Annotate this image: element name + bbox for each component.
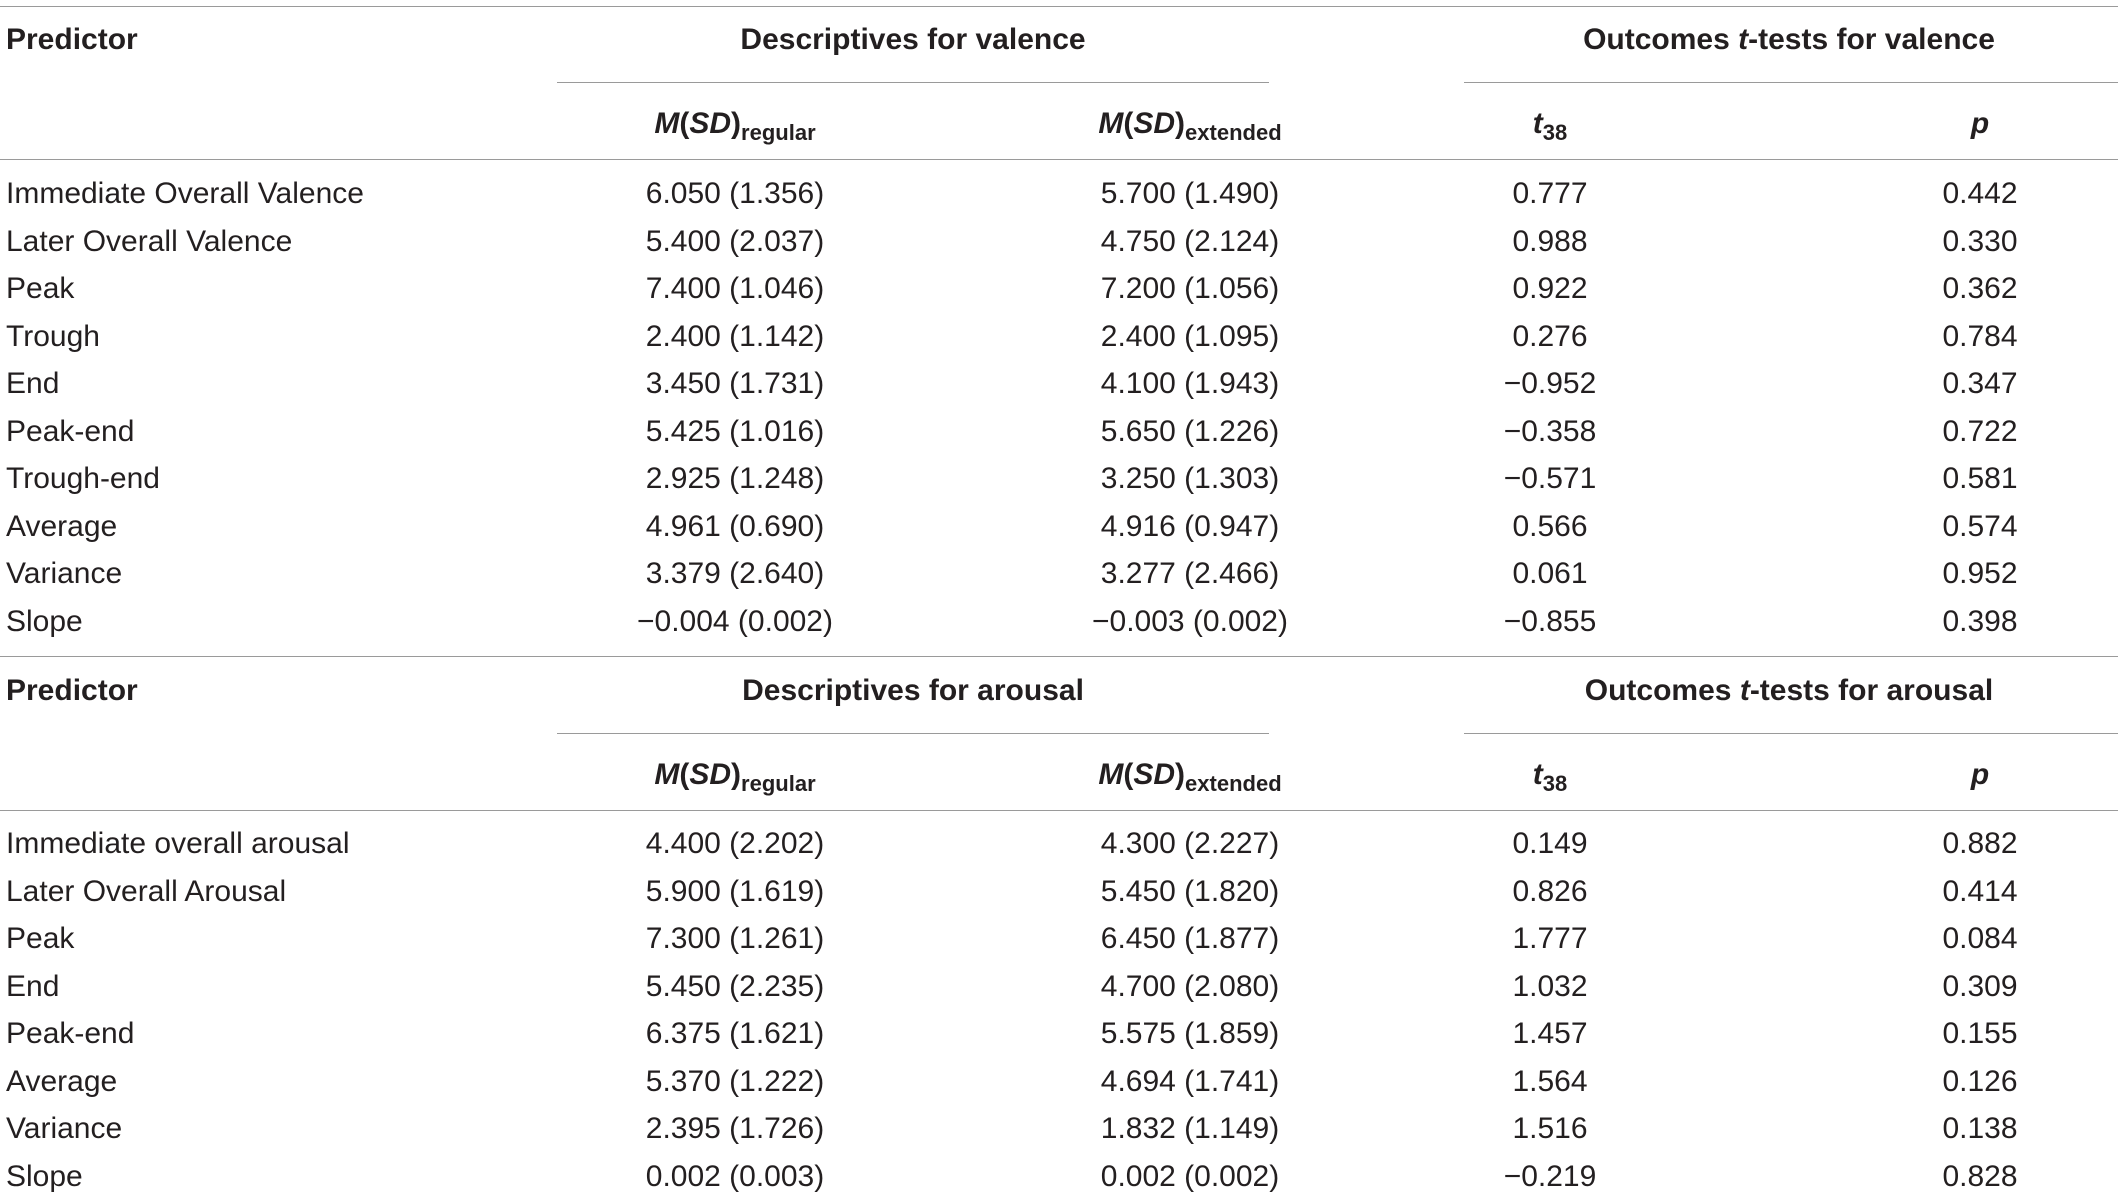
predictor-cell: Trough-end [6,462,160,495]
predictor-cell: Later Overall Valence [6,224,293,258]
extended-cell: 4.694 (1.741) [1100,1064,1280,1098]
extended-cell: 4.916 (0.947) [1100,509,1280,543]
col-extended-header-arousal: $M(SD)_{extended}$ [1098,758,1282,796]
t-value-cell: 1.777 [1512,922,1588,955]
predictor-cell: Slope [6,1159,83,1193]
regular-cell: 7.400 (1.046) [645,272,825,305]
t-value-cell: 0.922 [1512,272,1588,305]
regular-cell: 3.379 (2.640) [645,557,825,590]
regular-cell: 5.370 (1.222) [645,1064,825,1098]
p-value-cell: 0.722 [1942,414,2018,448]
t-value-cell: 0.988 [1512,224,1588,258]
predictor-cell: Average [6,1064,118,1098]
col-t-header-arousal: $t_{38}$ [1532,758,1568,796]
regular-cell: 4.961 (0.690) [645,509,825,543]
regular-cell: 5.900 (1.619) [645,874,825,908]
extended-cell: 5.650 (1.226) [1100,414,1280,448]
ttest-header-valence: Outcomes t-tests for valence [1583,23,1995,56]
predictor-cell: Peak-end [6,414,135,448]
t-value-cell: −0.855 [1503,604,1597,638]
t-value-cell: 1.564 [1512,1064,1588,1098]
extended-cell: 0.002 (0.002) [1100,1159,1280,1193]
regular-cell: 2.925 (1.248) [645,462,825,495]
predictor-cell: End [6,367,60,400]
p-value-cell: 0.309 [1942,969,2018,1003]
extended-cell: 5.700 (1.490) [1100,177,1280,210]
t-value-cell: 1.457 [1512,1017,1588,1050]
p-value-cell: 0.574 [1942,509,2018,543]
regular-cell: 5.450 (2.235) [645,969,825,1003]
regular-cell: 2.395 (1.726) [645,1112,825,1145]
p-value-cell: 0.882 [1942,827,2018,860]
predictor-cell: Trough [6,319,100,353]
top-rule [0,6,2118,7]
predictor-cell: Immediate overall arousal [6,827,350,860]
t-value-cell: 0.777 [1512,177,1588,210]
regular-cell: −0.004 (0.002) [637,604,833,638]
regular-cell: 6.375 (1.621) [645,1017,825,1050]
header-rule-valence [0,159,2118,160]
predictor-cell: Variance [6,557,123,590]
extended-cell: 2.400 (1.095) [1100,319,1280,353]
t-value-cell: −0.358 [1503,414,1597,448]
regular-cell: 0.002 (0.003) [645,1159,825,1193]
descriptives-header-arousal: Descriptives for arousal [742,674,1084,707]
predictor-cell: Peak-end [6,1017,135,1050]
regular-cell: 5.425 (1.016) [645,414,825,448]
t-value-cell: −0.571 [1503,462,1597,495]
col-regular-header-valence: $M(SD)_{regular}$ [654,107,816,145]
ttest-header-arousal: Outcomes t-tests for arousal [1584,674,1994,707]
p-value-cell: 0.084 [1942,922,2018,955]
p-value-cell: 0.347 [1942,367,2018,400]
predictor-cell: Immediate Overall Valence [6,177,364,210]
predictor-cell: Average [6,509,118,543]
p-value-cell: 0.398 [1942,604,2018,638]
t-value-cell: −0.219 [1503,1159,1597,1193]
extended-cell: 6.450 (1.877) [1100,922,1280,955]
regular-cell: 6.050 (1.356) [645,177,825,210]
predictor-cell: End [6,969,60,1003]
t-value-cell: 0.276 [1512,319,1588,353]
predictor-cell: Peak [6,922,75,955]
extended-cell: 3.250 (1.303) [1100,462,1280,495]
extended-cell: 4.100 (1.943) [1100,367,1280,400]
t-value-cell: 0.826 [1512,874,1588,908]
predictor-header-valence: Predictor [6,23,138,56]
p-value-cell: 0.442 [1942,177,2018,210]
col-regular-header-arousal: $M(SD)_{regular}$ [654,758,816,796]
p-value-cell: 0.828 [1942,1159,2018,1193]
col-extended-header-valence: $M(SD)_{extended}$ [1098,107,1282,145]
regular-cell: 3.450 (1.731) [645,367,825,400]
section-rule [0,656,2118,657]
extended-cell: 1.832 (1.149) [1100,1112,1280,1145]
col-t-header-valence: $t_{38}$ [1532,107,1568,145]
p-value-cell: 0.362 [1942,272,2018,305]
col-p-header-arousal: p [1970,758,1990,791]
descriptives-rule-arousal [557,733,1269,734]
p-value-cell: 0.581 [1942,462,2018,495]
predictor-cell: Slope [6,604,83,638]
extended-cell: 4.700 (2.080) [1100,969,1280,1003]
p-value-cell: 0.784 [1942,319,2018,353]
p-value-cell: 0.330 [1942,224,2018,258]
regular-cell: 5.400 (2.037) [645,224,825,258]
t-value-cell: 1.032 [1512,969,1588,1003]
t-value-cell: −0.952 [1503,367,1597,400]
extended-cell: −0.003 (0.002) [1092,604,1288,638]
regular-cell: 4.400 (2.202) [645,827,825,860]
ttest-rule-valence [1464,82,2118,83]
ttest-rule-arousal [1464,733,2118,734]
extended-cell: 4.750 (2.124) [1100,224,1280,258]
descriptives-rule-valence [557,82,1269,83]
regular-cell: 7.300 (1.261) [645,922,825,955]
t-value-cell: 0.061 [1512,557,1588,590]
extended-cell: 5.450 (1.820) [1100,874,1280,908]
p-value-cell: 0.952 [1942,557,2018,590]
p-value-cell: 0.414 [1942,874,2018,908]
extended-cell: 4.300 (2.227) [1100,827,1280,860]
extended-cell: 3.277 (2.466) [1100,557,1280,590]
col-p-header-valence: p [1970,107,1990,140]
predictor-cell: Later Overall Arousal [6,874,287,908]
predictor-header-arousal: Predictor [6,674,138,707]
extended-cell: 7.200 (1.056) [1100,272,1280,305]
predictor-cell: Variance [6,1112,123,1145]
p-value-cell: 0.126 [1942,1064,2018,1098]
header-rule-arousal [0,810,2118,811]
t-value-cell: 0.566 [1512,509,1588,543]
t-value-cell: 1.516 [1512,1112,1588,1145]
p-value-cell: 0.138 [1942,1112,2018,1145]
descriptives-header-valence: Descriptives for valence [740,23,1086,56]
extended-cell: 5.575 (1.859) [1100,1017,1280,1050]
t-value-cell: 0.149 [1512,827,1588,860]
predictor-cell: Peak [6,272,75,305]
p-value-cell: 0.155 [1942,1017,2018,1050]
regular-cell: 2.400 (1.142) [645,319,825,353]
